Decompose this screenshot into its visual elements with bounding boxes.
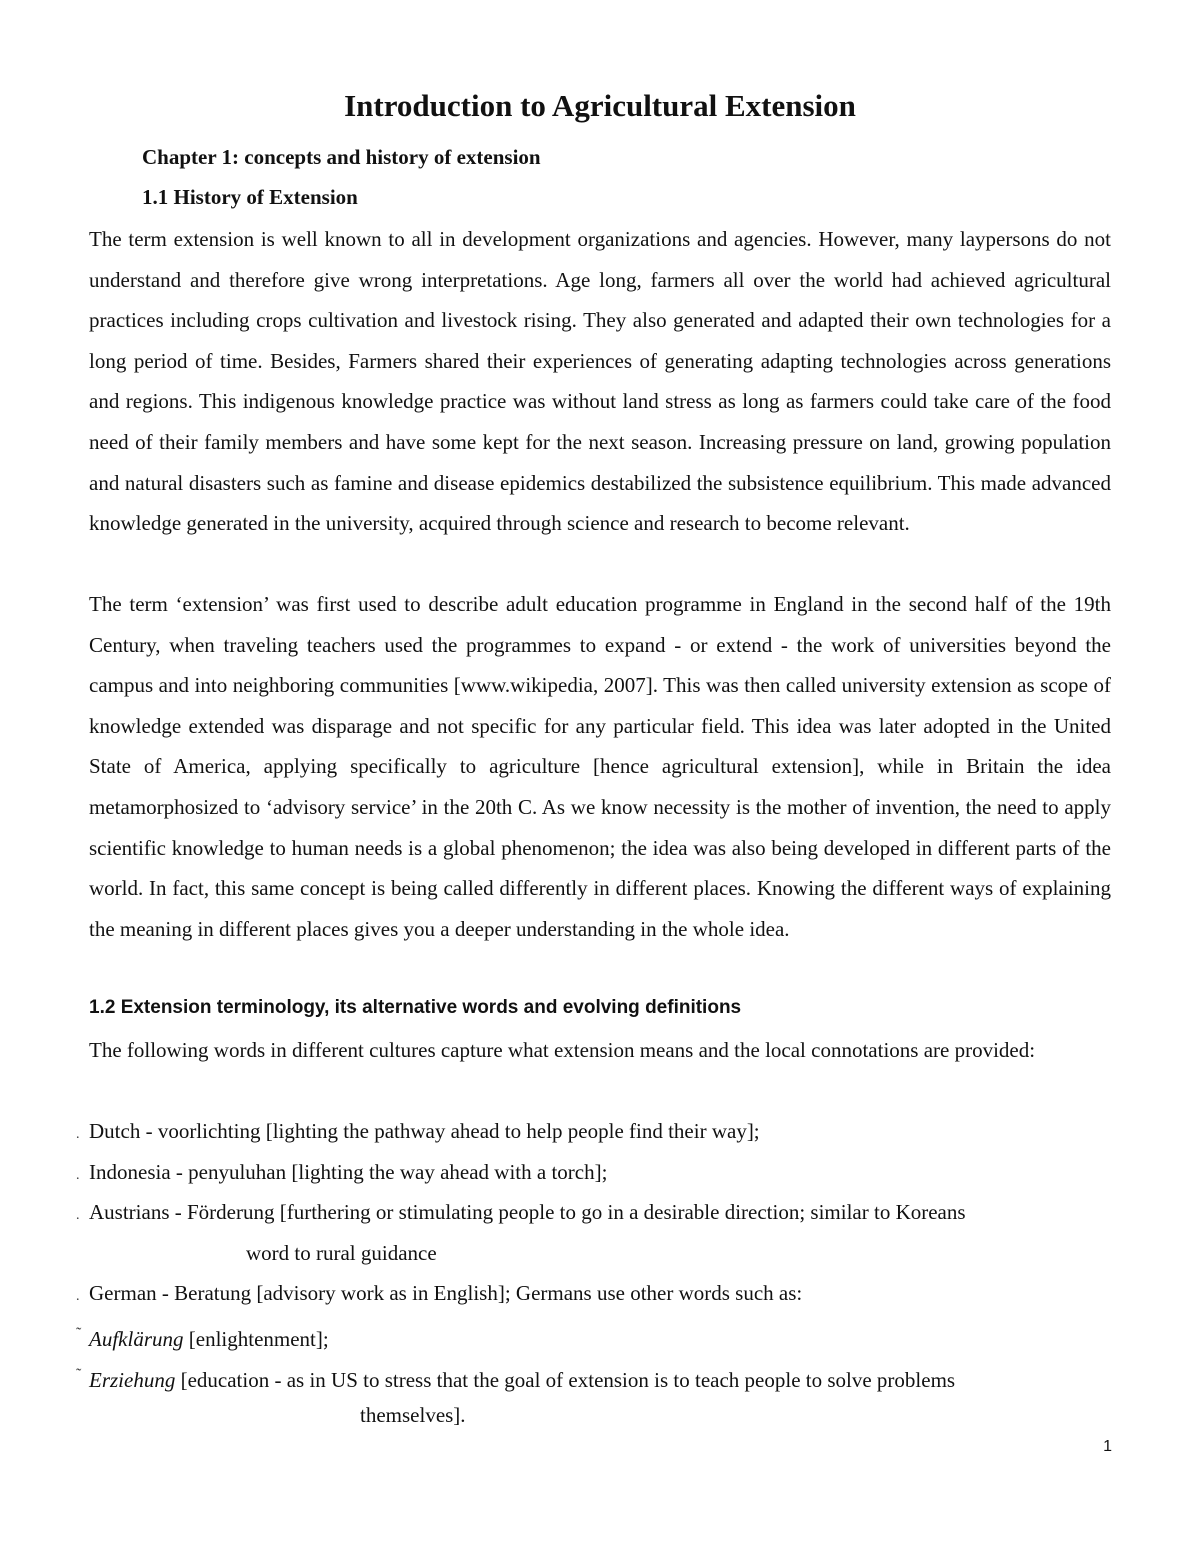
list-item-text: German - Beratung [advisory work as in English]; Germans use other words such as: <box>89 1281 803 1305</box>
german-term-meaning: [education - as in US to stress that the goal of extension is to teach people to solve problems <box>175 1368 956 1392</box>
bullet-marker: . <box>76 1168 80 1183</box>
section-1-2-heading: 1.2 Extension terminology, its alternative words and evolving definitions <box>89 997 742 1018</box>
list-item-german <box>76 1273 1112 1318</box>
german-term-meaning: [enlightenment]; <box>183 1327 329 1351</box>
sub-list-item-erziehung <box>76 1355 1112 1401</box>
document-title: Introduction to Agricultural Extension <box>344 88 856 123</box>
list-item-text: Dutch - voorlichting [lighting the pathway ahead to help people find their way]; <box>89 1119 760 1143</box>
sub-bullet-marker: ˜ <box>76 1366 82 1383</box>
history-paragraph-2: The term ‘extension’ was first used to describe adult education programme in England in the second half of the 19th Century, when traveling teachers used the programmes to expand - or extend - the work of universities beyond the campus and into neighboring communities [www.wikipedia, 2007]. This was then called university extension as scope of knowledge extended was disparage and not specific for any particular field. This idea was later adopted in the United State of America, applying specifically to agriculture [hence agricultural extension], while in Britain the idea metamorphosized to ‘advisory service’ in the 20th C. As we know necessity is the mother of invention, the need to apply scientific knowledge to human needs is a global phenomenon; the idea was also being developed in different parts of the world. In fact, this same concept is being called differently in different places. Knowing the different ways of explaining the meaning in different places gives you a deeper understanding in the whole idea. <box>89 592 1111 941</box>
chapter-heading: Chapter 1: concepts and history of extension <box>142 145 541 169</box>
bullet-marker: . <box>76 1127 80 1142</box>
bullet-marker: . <box>76 1289 80 1304</box>
page-number: 1 <box>1103 1438 1112 1455</box>
german-term: Erziehung <box>89 1368 176 1392</box>
history-paragraph-1: The term extension is well known to all in development organizations and agencies. However, many laypersons do not understand and therefore give wrong interpretations. Age long, farmers all over the world had achieved agricultural practices including crops cultivation and livestock rising. They also generated and adapted their own technologies for a long period of time. Besides, Farmers shared their experiences of generating adapting technologies across generations and regions. This indigenous knowledge practice was without land stress as long as farmers could take care of the food need of their family members and have some kept for the next season. Increasing pressure on land, growing population and natural disasters such as famine and disease epidemics destabilized the subsistence equilibrium. This made advanced knowledge generated in the university, acquired through science and research to become relevant. <box>89 227 1111 536</box>
terminology-intro-paragraph: The following words in different cultures capture what extension means and the local connotations are provided: <box>89 1038 1036 1062</box>
list-item-text: Indonesia - penyuluhan [lighting the way ahead with a torch]; <box>89 1160 608 1184</box>
sub-bullet-marker: ˜ <box>76 1325 82 1342</box>
sub-list-item-aufklarung <box>76 1314 1112 1360</box>
sub-list-item-erziehung-continuation: themselves]. <box>360 1403 466 1427</box>
list-item-austrians <box>76 1192 1112 1237</box>
list-item-text: Austrians - Förderung [furthering or stimulating people to go in a desirable direction; similar to Koreans <box>89 1200 966 1224</box>
section-1-1-heading: 1.1 History of Extension <box>142 185 358 209</box>
list-item-indonesia <box>76 1152 1112 1197</box>
list-item-dutch <box>76 1111 1112 1156</box>
german-term: Aufklärung <box>89 1327 184 1351</box>
list-item-austrians-continuation: word to rural guidance <box>246 1241 437 1265</box>
bullet-marker: . <box>76 1208 80 1223</box>
